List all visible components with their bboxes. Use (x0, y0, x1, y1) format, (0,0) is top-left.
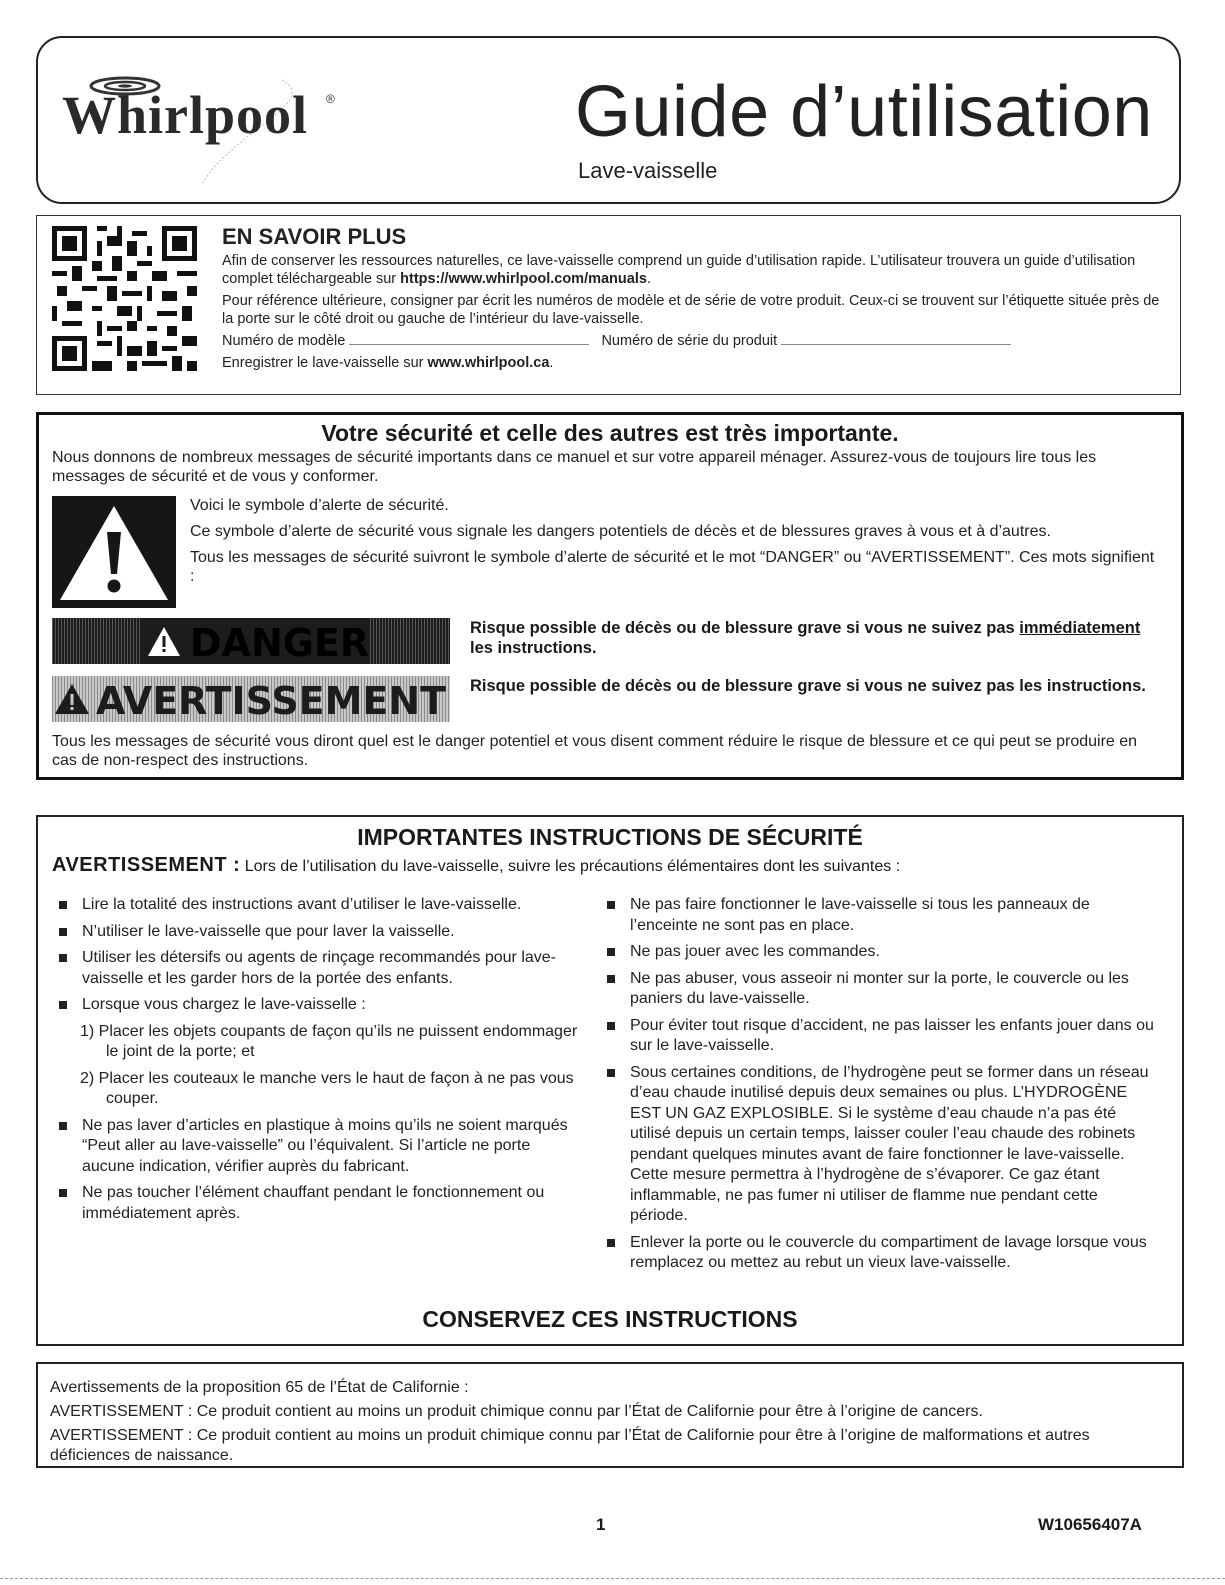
learn-more-heading: EN SAVOIR PLUS (222, 224, 407, 249)
prop65-heading: Avertissements de la proposition 65 de l’État de Californie : (50, 1379, 469, 1396)
registered-mark: ® (326, 92, 335, 106)
list-item: Ne pas abuser, vous asseoir ni monter sur la porte, le couvercle ou les paniers du lave-vaisselle. (606, 969, 1156, 1010)
page-number: 1 (596, 1515, 606, 1534)
warning-label: AVERTISSEMENT (96, 679, 447, 722)
important-warning-text: Lors de l’utilisation du lave-vaisselle, suivre les précautions élémentaires dont les suivantes : (240, 858, 901, 875)
list-item: Ne pas faire fonctionner le lave-vaisselle si tous les panneaux de l’enceinte ne sont pas en place. (606, 895, 1156, 936)
document-code: W10656407A (1038, 1515, 1142, 1534)
document-subtitle: Lave-vaisselle (578, 158, 718, 183)
safety-title: Votre sécurité et celle des autres est très importante. (321, 420, 899, 446)
learn-more-paragraph-2: Pour référence ultérieure, consigner par écrit les numéros de modèle et de série de votre produit. Ceux-ci se trouvent sur l’étiquette située près de la porte sur le côté droit ou gauche de l’intérieur du lave-vaisselle. (222, 293, 1160, 327)
list-item: Ne pas laver d’articles en plastique à moins qu’ils ne soient marqués “Peut aller au lave-vaisselle” ou l’équivalent. Si l’article ne porte aucune indication, vérifier auprès du fabricant. (58, 1116, 578, 1178)
danger-label: DANGER (190, 621, 370, 664)
list-item: Lire la totalité des instructions avant d’utiliser le lave-vaisselle. (58, 895, 578, 916)
learn-more-paragraph-1 (222, 252, 1162, 288)
safety-alert-triangle-icon (52, 496, 176, 608)
warning-banner (52, 676, 450, 722)
safety-intro: Nous donnons de nombreux messages de sécurité importants dans ce manuel et sur votre appareil ménager. Assurez-vous de toujours lire tous les messages de sécurité et de vous y conformer. (52, 449, 1097, 485)
model-serial-row (222, 332, 1162, 350)
list-item: Ne pas toucher l’élément chauffant pendant le fonctionnement ou immédiatement après. (58, 1183, 578, 1224)
important-instructions-title: IMPORTANTES INSTRUCTIONS DE SÉCURITÉ (357, 824, 863, 850)
sub-list-item: 1) Placer les objets coupants de façon qu’ils ne puissent endommager le joint de la porte; et (80, 1022, 578, 1060)
safety-outro: Tous les messages de sécurité vous diront quel est le danger potentiel et vous disent comment réduire le risque de blessure et ce qui peut se produire en cas de non-respect des instructions. (52, 733, 1138, 769)
register-text-end: . (549, 355, 554, 371)
danger-desc-text: Risque possible de décès ou de blessure grave si vous ne suivez pas (470, 619, 1020, 637)
instructions-right-column (606, 895, 1156, 1280)
learn-more-text-1-end: . (646, 271, 651, 287)
alert-explanation (190, 496, 1160, 593)
instructions-left-column (58, 895, 578, 1230)
keep-instructions-heading: CONSERVEZ CES INSTRUCTIONS (422, 1306, 798, 1332)
whirlpool-logo (62, 72, 362, 192)
model-number-field[interactable] (349, 332, 589, 345)
signal-words-line: Tous les messages de sécurité suivront le symbole d’alerte de sécurité et le mot “DANGER” ou “AVERTISSEMENT”. Ces mots signifient : (190, 549, 1155, 585)
prop65-warning-birth-defects: AVERTISSEMENT : Ce produit contient au moins un produit chimique connu par l’État de Californie pour être à l’origine de malformations et autres déficiences de naissance. (50, 1427, 1090, 1464)
list-item: Ne pas jouer avec les commandes. (606, 942, 1156, 963)
danger-desc-emphasis: immédiatement (1019, 619, 1141, 637)
danger-description (470, 618, 1160, 658)
learn-more-text-1: Afin de conserver les ressources naturelles, ce lave-vaisselle comprend un guide d’utilisation rapide. L’utilisateur trouvera un guide d’utilisation complet téléchargeable sur (222, 253, 1136, 287)
symbol-line: Voici le symbole d’alerte de sécurité. (190, 497, 449, 514)
model-number-label: Numéro de modèle (222, 333, 346, 349)
important-warning-label: AVERTISSEMENT : (52, 854, 241, 876)
prop65-warning-cancer: AVERTISSEMENT : Ce produit contient au moins un produit chimique connu par l’État de Californie pour être à l’origine de cancers. (50, 1403, 983, 1420)
register-line (222, 354, 1162, 372)
manuals-link[interactable]: https://www.whirlpool.com/manuals (400, 271, 647, 287)
serial-number-label: Numéro de série du produit (601, 333, 778, 349)
bottom-rule (0, 1578, 1225, 1579)
brand-name: Whirlpool (62, 85, 309, 145)
list-item: Lorsque vous chargez le lave-vaisselle : (58, 995, 578, 1016)
sub-list-item: 2) Placer les couteaux le manche vers le haut de façon à ne pas vous couper. (80, 1069, 574, 1107)
register-link[interactable]: www.whirlpool.ca (427, 355, 550, 371)
list-item: Utiliser les détersifs ou agents de rinçage recommandés pour lave-vaisselle et les garder hors de la portée des enfants. (58, 948, 578, 989)
qr-code-icon[interactable] (52, 226, 197, 371)
symbol-description: Ce symbole d’alerte de sécurité vous signale les dangers potentiels de décès et de blessures graves à vous et à d’autres. (190, 523, 1051, 540)
warning-description: Risque possible de décès ou de blessure grave si vous ne suivez pas les instructions. (470, 677, 1146, 695)
prop65-content (50, 1378, 1170, 1470)
danger-desc-text-end: les instructions. (470, 639, 597, 657)
list-item: N’utiliser le lave-vaisselle que pour laver la vaisselle. (58, 922, 578, 943)
register-text: Enregistrer le lave-vaisselle sur (222, 355, 428, 371)
serial-number-field[interactable] (781, 332, 1011, 345)
list-item: Pour éviter tout risque d’accident, ne pas laisser les enfants jouer dans ou sur le lave-vaisselle. (606, 1016, 1156, 1057)
list-item: Enlever la porte ou le couvercle du compartiment de lavage lorsque vous remplacez ou mettez au rebut un vieux lave-vaisselle. (606, 1233, 1156, 1274)
document-title: Guide d’utilisation (575, 72, 1153, 152)
learn-more-content (222, 224, 1162, 376)
important-warning-line (52, 854, 1172, 877)
list-item: Sous certaines conditions, de l’hydrogène peut se former dans un réseau d’eau chaude inutilisé depuis deux semaines ou plus. L’HYDROGÈNE EST UN GAZ EXPLOSIBLE. Si le système d’eau chaude n’a pas été utilisé depuis un certain temps, laisser couler l’eau chaude des robinets pendant quelques minutes avant de faire fonctionner le lave-vaisselle. Cette mesure permettra à l’hydrogène de s’évaporer. Ce gaz étant inflammable, ne pas fumer ni utiliser de flamme nue pendant cette période. (606, 1063, 1156, 1227)
danger-banner (52, 618, 450, 664)
